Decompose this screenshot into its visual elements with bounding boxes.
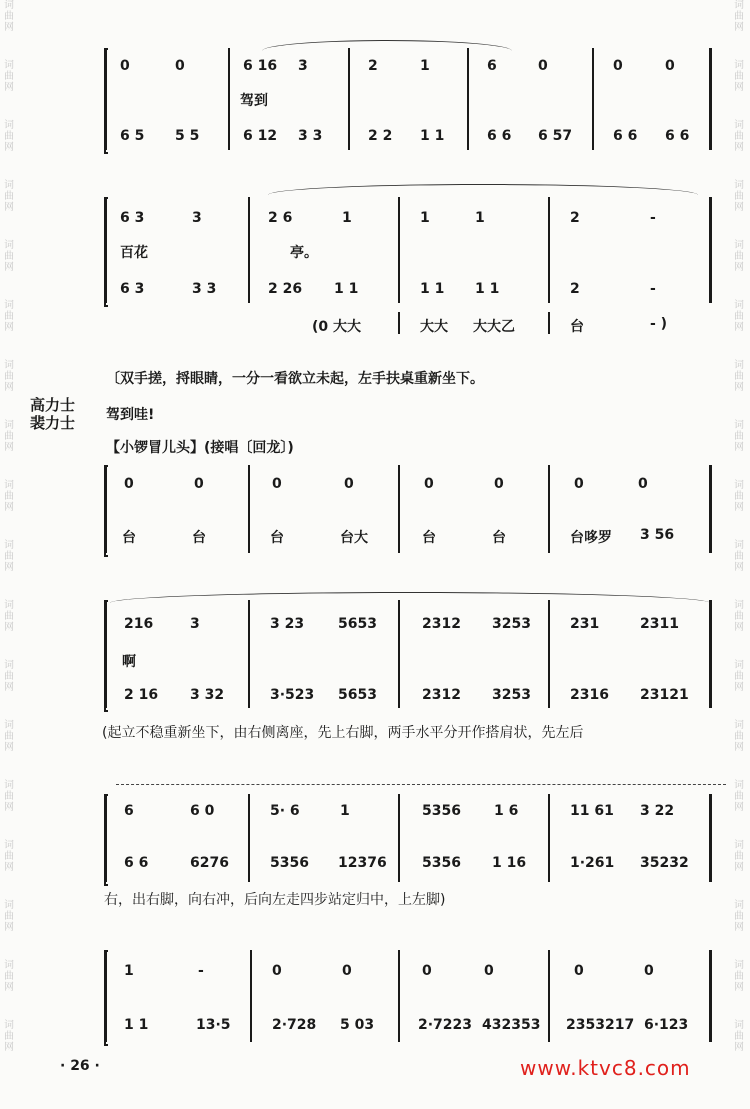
note: 0: [124, 476, 134, 492]
note: 3: [190, 616, 200, 632]
note: 2312: [422, 687, 461, 703]
note: 5 03: [340, 1017, 375, 1033]
note: 2353217: [566, 1017, 635, 1033]
watermark-text: 词 曲 网: [4, 420, 14, 453]
note: 0: [344, 476, 354, 492]
percussion: - ): [650, 316, 668, 332]
note: 0: [424, 476, 434, 492]
note: 3 22: [640, 803, 675, 819]
note: 2·7223: [418, 1017, 473, 1033]
lyric: 驾到: [240, 93, 268, 109]
watermark-text: 词 曲 网: [734, 60, 744, 93]
note: 台: [192, 530, 206, 546]
note: 3·523: [270, 687, 315, 703]
note: 3: [298, 58, 308, 74]
speaker-name: 裴力士: [30, 414, 76, 432]
watermark-text: 词 曲 网: [4, 300, 14, 333]
watermark-text: 词 曲 网: [4, 120, 14, 153]
note: 1: [475, 210, 485, 226]
note: 3253: [492, 687, 531, 703]
lyric: 啊: [122, 654, 136, 670]
lyric: 百花: [120, 245, 148, 261]
note: 0: [194, 476, 204, 492]
note: 6 16: [243, 58, 278, 74]
note: 216: [124, 616, 154, 632]
note: 2311: [640, 616, 679, 632]
note: 台: [122, 530, 136, 546]
watermark-text: 词 曲 网: [4, 840, 14, 873]
note: 0: [574, 963, 584, 979]
watermark-text: 词 曲 网: [734, 540, 744, 573]
spoken-line: 驾到哇!: [106, 407, 155, 423]
note: 432353: [482, 1017, 541, 1033]
percussion: 大大乙: [473, 319, 515, 335]
note: 3 56: [640, 527, 675, 543]
watermark-text: 词 曲 网: [4, 960, 14, 993]
note: 3253: [492, 616, 531, 632]
note: 1: [420, 210, 430, 226]
site-watermark: www.ktvc8.com: [520, 1056, 691, 1080]
note: 6 3: [120, 281, 145, 297]
note: 3 23: [270, 616, 305, 632]
page-number: · 26 ·: [60, 1058, 100, 1074]
note: 0: [638, 476, 648, 492]
note: 5356: [422, 855, 461, 871]
watermark-text: 词 曲 网: [734, 480, 744, 513]
note: 6 6: [487, 128, 512, 144]
note: 0: [644, 963, 654, 979]
watermark-text: 词 曲 网: [4, 180, 14, 213]
note: 台: [270, 530, 284, 546]
note: 6: [124, 803, 134, 819]
note: 1 1: [475, 281, 500, 297]
note: 3 3: [298, 128, 323, 144]
note: 5356: [422, 803, 461, 819]
note: 6 12: [243, 128, 278, 144]
note: -: [650, 210, 656, 226]
note: 23121: [640, 687, 689, 703]
note: 1 1: [420, 128, 445, 144]
note: 1: [340, 803, 350, 819]
watermark-text: 词 曲 网: [734, 660, 744, 693]
note: 231: [570, 616, 600, 632]
note: 2 6: [268, 210, 293, 226]
note: 35232: [640, 855, 689, 871]
watermark-text: 词 曲 网: [734, 840, 744, 873]
watermark-text: 词 曲 网: [4, 0, 14, 33]
note: 1 6: [494, 803, 519, 819]
watermark-text: 词 曲 网: [4, 660, 14, 693]
note: 0: [272, 476, 282, 492]
note: 台: [422, 530, 436, 546]
note: 6·123: [644, 1017, 689, 1033]
watermark-text: 词 曲 网: [4, 540, 14, 573]
lyric: 亭。: [290, 245, 318, 261]
watermark-text: 词 曲 网: [734, 240, 744, 273]
note: 0: [574, 476, 584, 492]
watermark-text: 词 曲 网: [734, 120, 744, 153]
note: 1: [342, 210, 352, 226]
note: 1 16: [492, 855, 527, 871]
stage-direction: 右，出右脚，向右冲，后向左走四步站定归中，上左脚): [104, 892, 446, 908]
note: 0: [665, 58, 675, 74]
watermark-text: 词 曲 网: [4, 780, 14, 813]
note: 1: [420, 58, 430, 74]
note: 3 32: [190, 687, 225, 703]
watermark-text: 词 曲 网: [734, 780, 744, 813]
note: 5653: [338, 616, 377, 632]
note: 5356: [270, 855, 309, 871]
watermark-text: 词 曲 网: [4, 60, 14, 93]
note: 台: [492, 530, 506, 546]
note: 0: [175, 58, 185, 74]
note: 2: [368, 58, 378, 74]
note: 6 0: [190, 803, 215, 819]
note: 13·5: [196, 1017, 231, 1033]
note: 1 1: [124, 1017, 149, 1033]
note: 5· 6: [270, 803, 300, 819]
note: 5653: [338, 687, 377, 703]
note: 0: [494, 476, 504, 492]
note: 1 1: [420, 281, 445, 297]
note: -: [650, 281, 656, 297]
section-header: 【小锣冒儿头】(接唱〔回龙〕): [106, 440, 294, 456]
watermark-text: 词 曲 网: [734, 1020, 744, 1053]
note: 6276: [190, 855, 229, 871]
note: 2 26: [268, 281, 303, 297]
note: -: [198, 963, 204, 979]
percussion: 大大: [420, 319, 448, 335]
note: 0: [538, 58, 548, 74]
note: 12376: [338, 855, 387, 871]
note: 2: [570, 210, 580, 226]
stage-direction: 〔双手搓，捋眼睛，一分一看欲立未起，左手扶桌重新坐下。: [106, 371, 484, 387]
note: 3 3: [192, 281, 217, 297]
watermark-text: 词 曲 网: [4, 480, 14, 513]
watermark-text: 词 曲 网: [734, 0, 744, 33]
note: 6 6: [613, 128, 638, 144]
watermark-text: 词 曲 网: [4, 360, 14, 393]
note: 2·728: [272, 1017, 317, 1033]
watermark-text: 词 曲 网: [4, 720, 14, 753]
note: 6 6: [124, 855, 149, 871]
percussion: 台: [570, 319, 584, 335]
note: 台大: [340, 530, 368, 546]
note: 11 61: [570, 803, 614, 819]
watermark-text: 词 曲 网: [734, 420, 744, 453]
watermark-text: 词 曲 网: [4, 600, 14, 633]
watermark-text: 词 曲 网: [734, 360, 744, 393]
watermark-text: 词 曲 网: [4, 900, 14, 933]
note: 6 5: [120, 128, 145, 144]
note: 0: [272, 963, 282, 979]
note: 0: [342, 963, 352, 979]
watermark-text: 词 曲 网: [734, 960, 744, 993]
note: 1·261: [570, 855, 615, 871]
speaker-name: 高力士: [30, 396, 76, 414]
note: 0: [120, 58, 130, 74]
watermark-text: 词 曲 网: [4, 240, 14, 273]
note: 2312: [422, 616, 461, 632]
note: 2 16: [124, 687, 159, 703]
note: 1: [124, 963, 134, 979]
note: 0: [613, 58, 623, 74]
note: 5 5: [175, 128, 200, 144]
watermark-text: 词 曲 网: [734, 300, 744, 333]
note: 0: [484, 963, 494, 979]
note: 1 1: [334, 281, 359, 297]
note: 6 3: [120, 210, 145, 226]
note: 6 57: [538, 128, 573, 144]
watermark-text: 词 曲 网: [4, 1020, 14, 1053]
percussion: (0 大大: [312, 319, 362, 335]
watermark-text: 词 曲 网: [734, 720, 744, 753]
note: 2316: [570, 687, 609, 703]
note: 3: [192, 210, 202, 226]
watermark-text: 词 曲 网: [734, 600, 744, 633]
note: 6: [487, 58, 497, 74]
watermark-text: 词 曲 网: [734, 900, 744, 933]
watermark-text: 词 曲 网: [734, 180, 744, 213]
note: 6 6: [665, 128, 690, 144]
note: 台哆罗: [570, 530, 612, 546]
stage-direction: (起立不稳重新坐下，由右侧离座，先上右脚，两手水平分开作搭肩状，先左后: [102, 725, 584, 741]
note: 2 2: [368, 128, 393, 144]
note: 2: [570, 281, 580, 297]
note: 0: [422, 963, 432, 979]
